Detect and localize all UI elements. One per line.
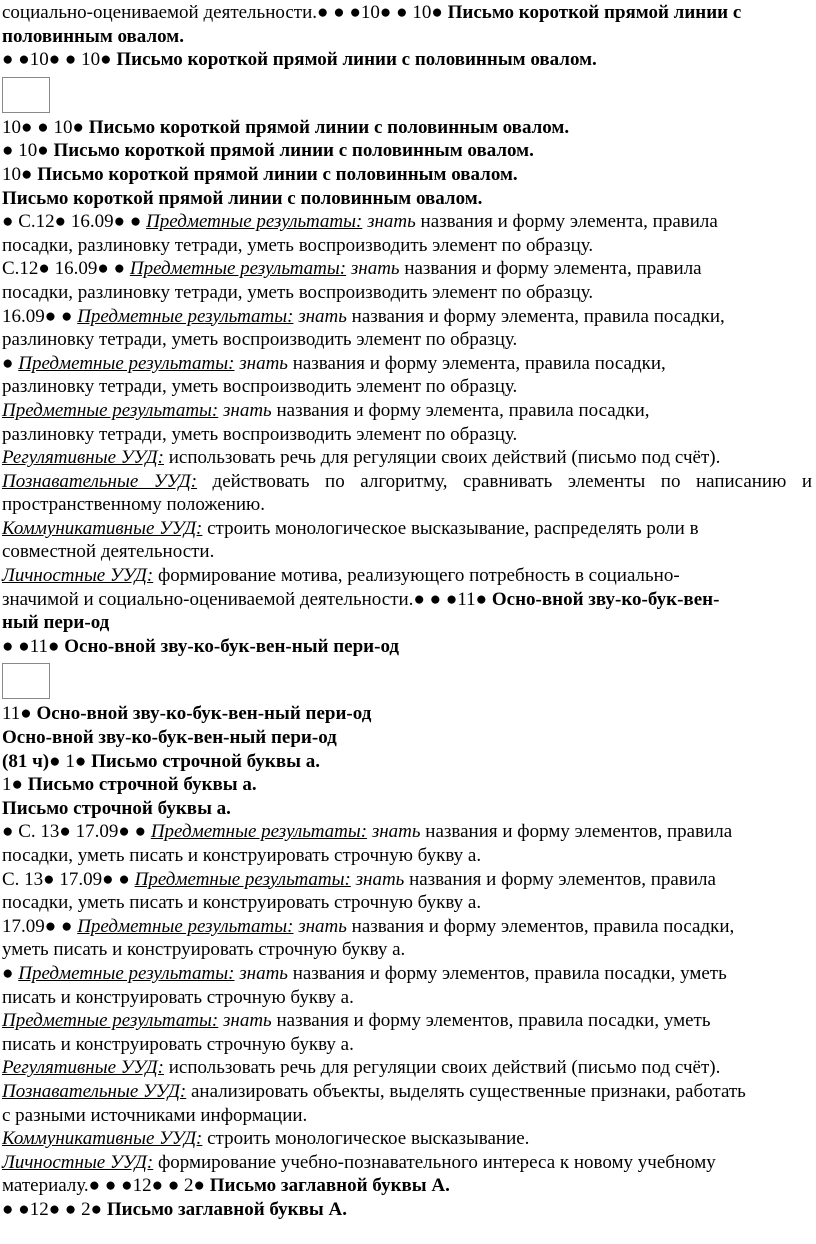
text-line <box>2 470 812 494</box>
text-line: писать и конструировать строчную букву а. <box>2 1033 354 1055</box>
text-line: писать и конструировать строчную букву а. <box>2 986 354 1008</box>
text-line: уметь писать и конструировать строчную букву а. <box>2 939 406 961</box>
section-heading: Осно-вной зву-ко-бук-вен-ный пери-од <box>2 727 337 749</box>
text-line: разлиновку тетради, уметь воспроизводить элемент по образцу. <box>2 423 518 445</box>
text-run: знать <box>218 399 272 421</box>
text-run: ● ●11● <box>2 635 65 657</box>
lesson-title: Письмо короткой прямой линии с половинным овалом. <box>116 49 597 71</box>
text-run: С. 13● 17.09● ● <box>2 868 135 890</box>
text-line <box>2 399 812 423</box>
text-run: названия и форму элементов, правила <box>404 868 716 890</box>
section-label: Личностные УУД: <box>2 1151 154 1173</box>
text-line: разлиновку тетради, уметь воспроизводить элемент по образцу. <box>2 376 518 398</box>
lesson-title: Письмо короткой прямой линии с <box>447 2 742 23</box>
text-run: ● <box>2 352 19 374</box>
text-run: 10● ● 10● <box>2 116 89 138</box>
text-run: названия и форму элементов, правила посадки, уметь <box>271 1010 711 1032</box>
text-run: знать <box>350 868 405 890</box>
text-run: 10● <box>2 163 38 185</box>
text-line: совместной деятельности. <box>2 541 215 563</box>
text-run: ● ● ●10● ● 10● <box>317 2 448 23</box>
section-label: Коммуникативные УУД: <box>2 1128 203 1150</box>
text-run: С.12● 16.09● ● <box>2 258 130 280</box>
text-run: социально-оцениваемой деятельности. <box>2 2 317 23</box>
text-line <box>2 116 812 140</box>
text-line: с разными источниками информации. <box>2 1104 308 1126</box>
lesson-title: Письмо строчной буквы а. <box>2 797 231 819</box>
lesson-title: Письмо короткой прямой линии с половинным овалом. <box>53 140 534 162</box>
text-run: знать <box>362 211 416 233</box>
text-line <box>2 564 812 588</box>
text-line <box>2 915 812 939</box>
text-run: ● <box>2 962 19 984</box>
text-run: 17.09● ● <box>2 915 78 937</box>
text-run: использовать речь для регуляции своих действий (письмо под счёт). <box>163 447 721 469</box>
hours-label: (81 ч) <box>2 750 50 772</box>
section-label: Личностные УУД: <box>2 565 154 587</box>
text-run: ● С.12● 16.09● ● <box>2 211 147 233</box>
text-line <box>2 1174 812 1198</box>
section-label: Познавательные УУД: <box>2 1080 187 1102</box>
section-label: Предметные результаты: <box>134 868 351 890</box>
text-line <box>2 635 812 659</box>
lesson-title: Письмо короткой прямой линии с половинным овалом. <box>37 163 518 185</box>
section-label: Предметные результаты: <box>18 352 235 374</box>
text-run: названия и форму элементов, правила посадки, <box>346 915 735 937</box>
text-line: посадки, разлиновку тетради, уметь воспроизводить элемент по образцу. <box>2 281 594 303</box>
text-run: знать <box>293 305 347 327</box>
text-run: названия и форму элемента, правила <box>399 258 702 280</box>
text-line <box>2 773 812 797</box>
text-run: названия и форму элемента, правила <box>415 211 718 233</box>
section-label: Познавательные УУД: <box>2 470 198 492</box>
text-line <box>2 446 812 470</box>
text-run: значимой и социально-оцениваемой деятельности. <box>2 588 414 610</box>
section-label: Предметные результаты: <box>2 1010 219 1032</box>
text-line <box>2 517 812 541</box>
text-line <box>2 1056 812 1080</box>
lesson-title: Письмо короткой прямой линии с половинным овалом. <box>2 187 483 209</box>
lesson-title: Письмо строчной буквы а. <box>27 774 257 796</box>
text-line: пространственному положению. <box>2 494 266 516</box>
text-run: 1● <box>2 774 28 796</box>
section-heading: ный пери-од <box>2 612 110 634</box>
section-label: Предметные результаты: <box>146 211 363 233</box>
text-run: строить монологическое высказывание, распределять роли в <box>202 517 699 539</box>
text-line <box>2 163 812 187</box>
text-run: использовать речь для регуляции своих действий (письмо под счёт). <box>163 1057 721 1079</box>
text-line <box>2 868 812 892</box>
text-run: 16.09● ● <box>2 305 78 327</box>
text-run: 11● <box>2 703 37 725</box>
section-label: Предметные результаты: <box>150 821 368 843</box>
text-run: ● ●10● ● 10● <box>2 49 117 71</box>
text-run: анализировать объекты, выделять существенные признаки, работать <box>186 1080 746 1102</box>
empty-table-cell <box>2 77 50 113</box>
text-run: действовать по алгоритму, сравнивать элементы по написанию и <box>197 470 812 492</box>
text-run: формирование учебно-познавательного интереса к новому учебному <box>153 1151 716 1173</box>
text-line <box>2 139 812 163</box>
section-label: Предметные результаты: <box>77 305 294 327</box>
text-run: знать <box>367 821 421 843</box>
text-run: знать <box>234 962 288 984</box>
text-line <box>2 1009 812 1033</box>
section-label: Регулятивные УУД: <box>2 447 164 469</box>
text-run: названия и форму элементов, правила <box>420 821 733 843</box>
text-run: ● ● ●11● <box>413 588 492 610</box>
text-run: строить монологическое высказывание. <box>202 1128 530 1150</box>
lesson-title: Письмо заглавной буквы А. <box>209 1175 450 1197</box>
document-page <box>2 1 812 1222</box>
text-line <box>2 750 812 774</box>
text-line <box>2 588 812 612</box>
text-run: ● 10● <box>2 140 54 162</box>
text-line <box>2 1080 812 1104</box>
text-line <box>2 820 812 844</box>
section-label: Коммуникативные УУД: <box>2 517 203 539</box>
lesson-title: Письмо заглавной буквы А. <box>106 1198 347 1220</box>
text-run: знать <box>346 258 400 280</box>
text-line <box>2 1151 812 1175</box>
text-run: названия и форму элемента, правила посадки, <box>346 305 725 327</box>
section-heading: Осно-вной зву-ко-бук-вен- <box>491 588 720 610</box>
text-run: формирование мотива, реализующего потребность в социально- <box>153 565 680 587</box>
text-run: ● ●12● ● 2● <box>2 1198 107 1220</box>
text-run: знать <box>293 915 347 937</box>
lesson-title: Письмо строчной буквы а. <box>91 750 320 772</box>
section-heading: Осно-вной зву-ко-бук-вен-ный пери-од <box>36 703 372 725</box>
text-line <box>2 352 812 376</box>
lesson-title: половинным овалом. <box>2 25 184 47</box>
text-run: материалу. <box>2 1175 89 1197</box>
text-line <box>2 1 812 25</box>
text-run: ● С. 13● 17.09● ● <box>2 821 151 843</box>
section-label: Предметные результаты: <box>2 399 219 421</box>
text-run: знать <box>234 352 288 374</box>
text-line: посадки, уметь писать и конструировать строчную букву а. <box>2 892 482 914</box>
text-run: знать <box>218 1010 272 1032</box>
empty-table-cell <box>2 663 50 699</box>
lesson-title: Письмо короткой прямой линии с половинным овалом. <box>88 116 570 138</box>
text-run: названия и форму элемента, правила посадки, <box>287 352 666 374</box>
text-line <box>2 210 812 234</box>
text-line <box>2 1127 812 1151</box>
text-line <box>2 1198 812 1222</box>
text-line <box>2 305 812 329</box>
text-line <box>2 257 812 281</box>
section-label: Предметные результаты: <box>18 962 235 984</box>
text-line <box>2 962 812 986</box>
section-label: Предметные результаты: <box>77 915 294 937</box>
text-line: посадки, уметь писать и конструировать строчную букву а. <box>2 845 482 866</box>
text-run: ● ● ●12● ● 2● <box>88 1175 210 1197</box>
text-line: разлиновку тетради, уметь воспроизводить элемент по образцу. <box>2 329 518 351</box>
text-run: названия и форму элементов, правила посадки, уметь <box>287 962 727 984</box>
section-label: Предметные результаты: <box>129 258 347 280</box>
text-run: названия и форму элемента, правила посадки, <box>271 399 650 421</box>
text-line <box>2 702 812 726</box>
text-line <box>2 48 812 72</box>
text-line: посадки, разлиновку тетради, уметь воспроизводить элемент по образцу. <box>2 234 594 256</box>
section-label: Регулятивные УУД: <box>2 1057 164 1079</box>
text-run: ● 1● <box>49 750 92 772</box>
section-heading: Осно-вной зву-ко-бук-вен-ный пери-од <box>64 635 400 657</box>
